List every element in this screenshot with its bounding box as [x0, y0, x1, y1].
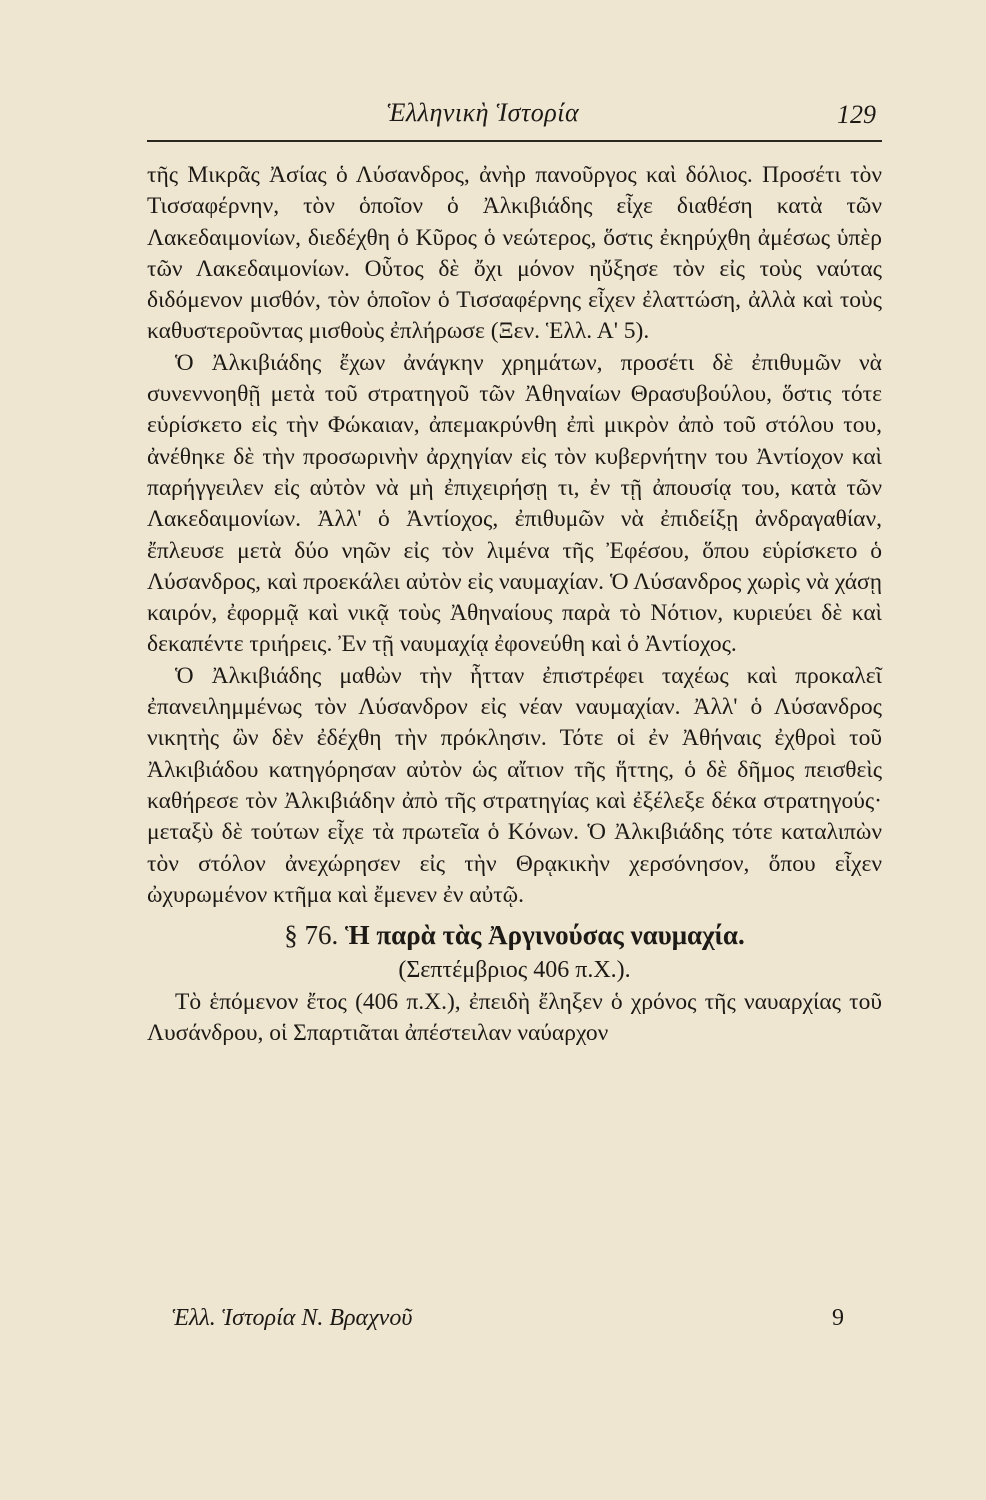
paragraph-3: Ὁ Ἀλκιβιάδης μαθὼν τὴν ἧτταν ἐπιστρέφει ταχέως καὶ προκαλεῖ ἐπανειλημμένως τὸν Λύσανδρον εἰς νέαν ναυμαχίαν. Ἀλλ' ὁ Λύσανδρος νικητὴς ὢν δὲν ἐδέχθη τὴν πρόκλησιν. Τότε οἱ ἐν Ἀθήναις ἐχθροὶ τοῦ Ἀλκιβιάδου κατηγόρησαν αὐτὸν ὡς αἴτιον τῆς ἥττης, ὁ δὲ δῆμος πεισθεὶς καθήρεσε τὸν Ἀλκιβιάδην ἀπὸ τῆς στρατηγίας καὶ ἐξέλεξε δέκα στρατηγούς· μεταξὺ δὲ τούτων εἶχε τὰ πρωτεῖα ὁ Κόνων. Ὁ Ἀλκιβιάδης τότε καταλιπὼν τὸν στόλον ἀνεχώρησεν εἰς τὴν Θρᾳκικὴν χερσόνησον, ὅπου εἶχεν ὠχυρωμένον κτῆμα καὶ ἔμενεν ἐν αὐτῷ.	[147, 662, 882, 908]
section-date: (Σεπτέμβριος 406 π.Χ.).	[398, 957, 631, 984]
paragraph-4: Τὸ ἑπόμενον ἔτος (406 π.Χ.), ἐπειδὴ ἔληξεν ὁ χρόνος τῆς ναυαρχίας τοῦ Λυσάνδρου, οἱ Σπαρτιᾶται ἀπέστειλαν ναύαρχον	[147, 989, 882, 1047]
page-footer	[172, 1305, 844, 1341]
header-rule	[147, 140, 882, 142]
paragraph-2: Ὁ Ἀλκιβιάδης ἔχων ἀνάγκην χρημάτων, προσέτι δὲ ἐπιθυμῶν νὰ συνεννοηθῇ μετὰ τοῦ στρατηγοῦ τῶν Ἀθηναίων Θρασυβούλου, ὅστις τότε εὑρίσκετο εἰς τὴν Φώκαιαν, ἀπεμακρύνθη ἐπὶ μικρὸν ἀπὸ τοῦ στόλου του, ἀνέθηκε δὲ τὴν προσωρινὴν ἀρχηγίαν εἰς τὸν κυβερνήτην του Ἀντίοχον καὶ παρήγγειλεν εἰς αὐτὸν νὰ μὴ ἐπιχειρήσῃ τι, ἐν τῇ ἀπουσίᾳ του, κατὰ τῶν Λακεδαιμονίων. Ἀλλ' ὁ Ἀντίοχος, ἐπιθυμῶν νὰ ἐπιδείξῃ ἀνδραγαθίαν, ἔπλευσε μετὰ δύο νηῶν εἰς τὸν λιμένα τῆς Ἐφέσου, ὅπου εὑρίσκετο ὁ Λύσανδρος, καὶ προεκάλει αὐτὸν εἰς ναυμαχίαν. Ὁ Λύσανδρος χωρὶς νὰ χάσῃ καιρόν, ἐφορμᾷ καὶ νικᾷ τοὺς Ἀθηναίους παρὰ τὸ Νότιον, κυριεύει δὲ καὶ δεκαπέντε τριήρεις. Ἐν τῇ ναυμαχίᾳ ἐφονεύθη καὶ ὁ Ἀντίοχος.	[147, 349, 882, 658]
running-title: Ἑλληνικὴ Ἱστορία	[387, 98, 580, 127]
section-title: Ἡ παρὰ τὰς Ἀργινούσας ναυμαχία.	[344, 920, 745, 951]
body-text	[147, 160, 882, 1050]
page-number: 129	[837, 100, 876, 129]
section-heading	[147, 917, 882, 953]
running-head	[147, 98, 882, 138]
signature-mark: 9	[832, 1305, 844, 1331]
footer-book-title: Ἑλλ. Ἱστορία Ν. Βραχνοῦ	[172, 1305, 413, 1331]
paragraph-1: τῆς Μικρᾶς Ἀσίας ὁ Λύσανδρος, ἀνὴρ πανοῦργος καὶ δόλιος. Προσέτι τὸν Τισσαφέρνην, τὸν ὁποῖον ὁ Ἀλκιβιάδης εἶχε διαθέση κατὰ τῶν Λακεδαιμονίων, διεδέχθη ὁ Κῦρος ὁ νεώτερος, ὅστις ἐκηρύχθη ἀμέσως ὑπὲρ τῶν Λακεδαιμονίων. Οὗτος δὲ ὄχι μόνον ηὔξησε τὸν εἰς τοὺς ναύτας διδόμενον μισθόν, τὸν ὁποῖον ὁ Τισσαφέρνης εἶχεν ἐλαττώση, ἀλλὰ καὶ τοὺς καθυστεροῦντας μισθοὺς ἐπλήρωσε (Ξεν. Ἑλλ. Α' 5).	[147, 162, 882, 345]
section-number: § 76.	[284, 920, 339, 951]
